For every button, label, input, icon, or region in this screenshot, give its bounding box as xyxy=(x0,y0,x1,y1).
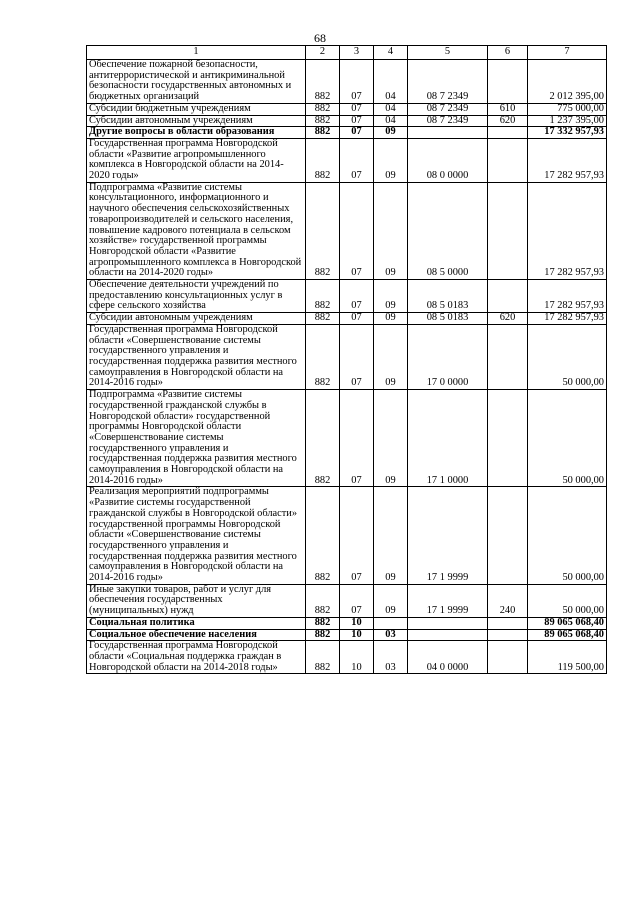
row-target-article: 17 1 9999 xyxy=(408,487,488,584)
row-subsection: 09 xyxy=(374,127,408,139)
table-row xyxy=(87,115,607,127)
row-expense-type xyxy=(488,629,528,641)
row-grbs: 882 xyxy=(306,629,340,641)
row-amount: 17 282 957,93 xyxy=(528,138,607,182)
table-row xyxy=(87,641,607,674)
row-name: Государственная программа Новгородской области «Совершенствование системы государственного управления и государственная поддержка развития местного самоуправления в Новгородской области на 2014-2016 годы» xyxy=(87,324,306,389)
row-section: 07 xyxy=(340,103,374,115)
row-amount: 50 000,00 xyxy=(528,584,607,617)
row-section: 07 xyxy=(340,313,374,325)
row-amount: 17 282 957,93 xyxy=(528,313,607,325)
row-expense-type xyxy=(488,280,528,313)
row-target-article xyxy=(408,629,488,641)
row-grbs: 882 xyxy=(306,617,340,629)
row-name: Государственная программа Новгородской области «Развитие агропромышленного комплекса в Новгородской области на 2014-2020 годы» xyxy=(87,138,306,182)
row-grbs: 882 xyxy=(306,313,340,325)
table-row xyxy=(87,127,607,139)
row-subsection: 09 xyxy=(374,182,408,279)
row-name: Обеспечение пожарной безопасности, антитеррористической и антикриминальной безопасности государственных автономных и бюджетных организаций xyxy=(87,60,306,104)
row-subsection: 04 xyxy=(374,115,408,127)
row-subsection: 09 xyxy=(374,313,408,325)
row-expense-type: 620 xyxy=(488,115,528,127)
row-target-article: 17 1 0000 xyxy=(408,390,488,487)
row-target-article: 08 7 2349 xyxy=(408,103,488,115)
row-name: Обеспечение деятельности учреждений по предоставлению консультационных услуг в сфере сельского хозяйства xyxy=(87,280,306,313)
row-name: Подпрограмма «Развитие системы консультационного, информационного и научного обеспечения сельскохозяйственных товаропроизводителей и сельского населения, повышение кадрового потенциала в сельском хозяйстве» государственной программы Новгородской области «Развитие агропромышленного комплекса в Новгородской области на 2014-2020 годы» xyxy=(87,182,306,279)
table-row xyxy=(87,390,607,487)
header-row xyxy=(87,46,607,60)
table-body xyxy=(87,60,607,674)
row-expense-type xyxy=(488,182,528,279)
row-target-article: 08 7 2349 xyxy=(408,60,488,104)
table-row xyxy=(87,487,607,584)
header-col-6: 6 xyxy=(488,46,528,60)
row-name: Субсидии автономным учреждениям xyxy=(87,115,306,127)
row-expense-type xyxy=(488,390,528,487)
row-grbs: 882 xyxy=(306,280,340,313)
row-amount: 17 332 957,93 xyxy=(528,127,607,139)
row-amount: 17 282 957,93 xyxy=(528,182,607,279)
row-section: 07 xyxy=(340,280,374,313)
row-grbs: 882 xyxy=(306,103,340,115)
row-amount: 17 282 957,93 xyxy=(528,280,607,313)
row-subsection: 09 xyxy=(374,487,408,584)
row-subsection: 09 xyxy=(374,324,408,389)
row-section: 10 xyxy=(340,641,374,674)
row-section: 07 xyxy=(340,182,374,279)
row-section: 07 xyxy=(340,584,374,617)
row-target-article xyxy=(408,617,488,629)
header-col-3: 3 xyxy=(340,46,374,60)
row-subsection: 09 xyxy=(374,584,408,617)
row-expense-type xyxy=(488,641,528,674)
table-row xyxy=(87,313,607,325)
row-name: Реализация мероприятий подпрограммы «Развитие системы государственной гражданской службы в Новгородской области» государственной программы Новгородской области «Совершенствование системы государственного управления и государственная поддержка развития местного самоуправления в Новгородской области на 2014-2016 годы» xyxy=(87,487,306,584)
row-section: 10 xyxy=(340,617,374,629)
row-amount: 775 000,00 xyxy=(528,103,607,115)
row-section: 07 xyxy=(340,487,374,584)
row-amount: 50 000,00 xyxy=(528,324,607,389)
row-section: 10 xyxy=(340,629,374,641)
row-section: 07 xyxy=(340,138,374,182)
row-expense-type xyxy=(488,127,528,139)
row-target-article xyxy=(408,127,488,139)
row-amount: 2 012 395,00 xyxy=(528,60,607,104)
row-target-article: 04 0 0000 xyxy=(408,641,488,674)
row-grbs: 882 xyxy=(306,182,340,279)
table-row xyxy=(87,324,607,389)
row-name: Социальное обеспечение населения xyxy=(87,629,306,641)
row-expense-type xyxy=(488,60,528,104)
row-target-article: 08 0 0000 xyxy=(408,138,488,182)
budget-table xyxy=(86,45,607,674)
table-row xyxy=(87,182,607,279)
row-section: 07 xyxy=(340,115,374,127)
table-row xyxy=(87,617,607,629)
table-row xyxy=(87,280,607,313)
row-name: Государственная программа Новгородской области «Социальная поддержка граждан в Новгородской области на 2014-2018 годы» xyxy=(87,641,306,674)
row-target-article: 08 5 0183 xyxy=(408,280,488,313)
row-amount: 50 000,00 xyxy=(528,390,607,487)
row-grbs: 882 xyxy=(306,127,340,139)
row-grbs: 882 xyxy=(306,60,340,104)
row-target-article: 08 5 0183 xyxy=(408,313,488,325)
row-subsection: 09 xyxy=(374,138,408,182)
row-subsection: 03 xyxy=(374,629,408,641)
row-name: Социальная политика xyxy=(87,617,306,629)
row-expense-type xyxy=(488,138,528,182)
row-grbs: 882 xyxy=(306,641,340,674)
row-grbs: 882 xyxy=(306,324,340,389)
row-grbs: 882 xyxy=(306,584,340,617)
row-name: Субсидии автономным учреждениям xyxy=(87,313,306,325)
row-name: Другие вопросы в области образования xyxy=(87,127,306,139)
row-name: Субсидии бюджетным учреждениям xyxy=(87,103,306,115)
table-row xyxy=(87,138,607,182)
row-expense-type xyxy=(488,487,528,584)
row-expense-type xyxy=(488,617,528,629)
row-name: Подпрограмма «Развитие системы государственной гражданской службы в Новгородской области» государственной программы Новгородской области «Совершенствование системы государственного управления и государственная поддержка развития местного самоуправления в Новгородской области на 2014-2016 годы» xyxy=(87,390,306,487)
row-amount: 119 500,00 xyxy=(528,641,607,674)
row-expense-type: 610 xyxy=(488,103,528,115)
row-expense-type: 620 xyxy=(488,313,528,325)
page-number: 68 xyxy=(314,31,326,45)
row-subsection: 04 xyxy=(374,103,408,115)
header-col-2: 2 xyxy=(306,46,340,60)
row-section: 07 xyxy=(340,127,374,139)
header-col-7: 7 xyxy=(528,46,607,60)
row-grbs: 882 xyxy=(306,487,340,584)
header-col-4: 4 xyxy=(374,46,408,60)
row-subsection xyxy=(374,617,408,629)
row-amount: 1 237 395,00 xyxy=(528,115,607,127)
row-target-article: 17 1 9999 xyxy=(408,584,488,617)
row-section: 07 xyxy=(340,324,374,389)
header-col-1: 1 xyxy=(87,46,306,60)
row-grbs: 882 xyxy=(306,390,340,487)
table-row xyxy=(87,60,607,104)
row-amount: 89 065 068,40 xyxy=(528,629,607,641)
row-subsection: 09 xyxy=(374,390,408,487)
row-subsection: 09 xyxy=(374,280,408,313)
row-grbs: 882 xyxy=(306,138,340,182)
row-target-article: 08 5 0000 xyxy=(408,182,488,279)
row-expense-type: 240 xyxy=(488,584,528,617)
table-row xyxy=(87,584,607,617)
table-row xyxy=(87,629,607,641)
row-subsection: 04 xyxy=(374,60,408,104)
row-expense-type xyxy=(488,324,528,389)
row-target-article: 17 0 0000 xyxy=(408,324,488,389)
row-section: 07 xyxy=(340,60,374,104)
row-subsection: 03 xyxy=(374,641,408,674)
table-row xyxy=(87,103,607,115)
row-grbs: 882 xyxy=(306,115,340,127)
header-col-5: 5 xyxy=(408,46,488,60)
row-section: 07 xyxy=(340,390,374,487)
row-name: Иные закупки товаров, работ и услуг для обеспечения государственных (муниципальных) нужд xyxy=(87,584,306,617)
row-amount: 89 065 068,40 xyxy=(528,617,607,629)
row-amount: 50 000,00 xyxy=(528,487,607,584)
row-target-article: 08 7 2349 xyxy=(408,115,488,127)
